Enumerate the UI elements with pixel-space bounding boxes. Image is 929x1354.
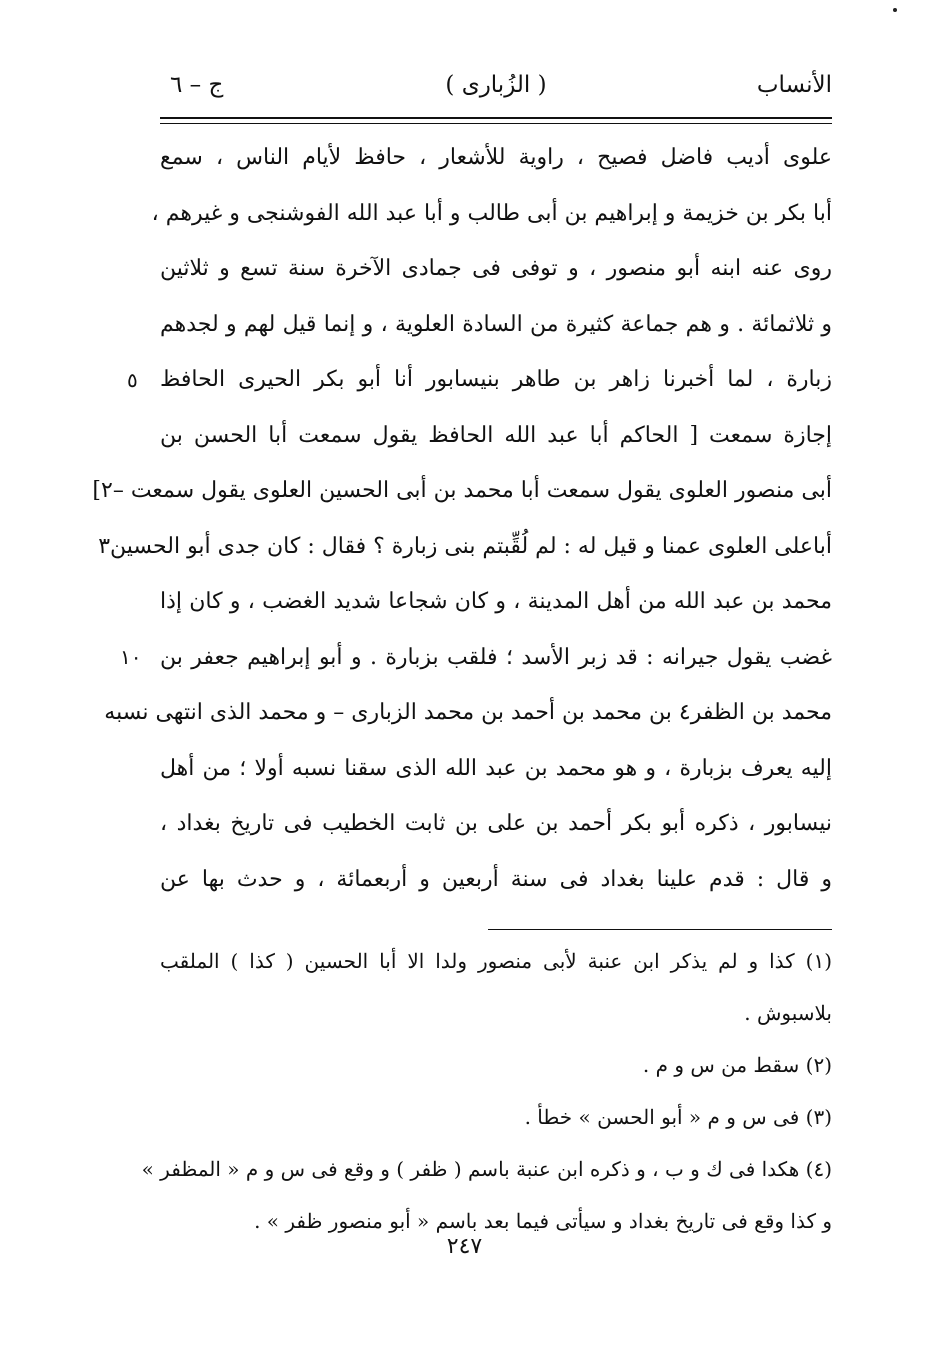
text-line: و قال : قدم علينا بغداد فى سنة أربعين و أربعمائة ، و حدث بها عن xyxy=(160,866,832,892)
footnote-4-continued: و كذا وقع فى تاريخ بغداد و سيأتى فيما بعد باسم « أبو منصور ظفر » . xyxy=(254,1209,832,1233)
text-line: روى عنه ابنه أبو منصور ، و توفى فى جمادى الآخرة سنة تسع و ثلاثين xyxy=(160,256,832,281)
header-entry-title: ( الزُبارى ) xyxy=(445,72,547,98)
header-rule-thick xyxy=(160,117,832,119)
text-line: نيسابور ، ذكره أبو بكر أحمد بن على بن ثابت الخطيب فى تاريخ بغداد ، xyxy=(160,811,832,836)
text-line: إجازة سمعت [ الحاكم أبا عبد الله الحافظ يقول سمعت أبا الحسن بن xyxy=(160,422,832,448)
text-line: محمد بن عبد الله من أهل المدينة ، و كان شجاعا شديد الغضب ، و كان إذا xyxy=(160,589,832,614)
text-line: و ثلاثمائة . و هم جماعة كثيرة من السادة العلوية ، و إنما قيل لهم و لجدهم xyxy=(160,311,832,337)
footnote-1-continued: بلاسبوش . xyxy=(744,1001,832,1025)
text-line: أبا بكر بن خزيمة و إبراهيم بن أبى طالب و أبا عبد الله الفوشنجى و غيرهم ، xyxy=(151,200,832,226)
footnote-3: (٣) فى س و م « أبو الحسن » خطأ . xyxy=(524,1105,832,1129)
footnotes xyxy=(141,935,832,1247)
line-number-5: ٥ xyxy=(127,368,138,392)
text-line: زبارة ، لما أخبرنا زاهر بن طاهر بنيسابور أنا أبو بكر الحيرى الحافظ xyxy=(160,367,832,392)
footnote-4: (٤) هكدا فى ك و ب ، و ذكره ابن عنبة باسم ( ظفر ) و وقع فى س و م « المظفر » xyxy=(141,1157,832,1181)
scan-speck xyxy=(893,8,897,12)
text-line: علوى أديب فاضل فصيح ، راوية للأشعار ، حافظ لأيام الناس ، سمع xyxy=(160,145,832,170)
text-line: غضب يقول جيرانه : قد زبر الأسد ؛ فلقب بزبارة . و أبو إبراهيم جعفر بن xyxy=(160,644,832,670)
footnote-separator xyxy=(488,929,832,930)
text-line: إليه يعرف بزبارة ، و هو محمد بن عبد الله الذى سقنا نسبه أولا ؛ من أهل xyxy=(160,755,832,781)
running-header xyxy=(160,66,832,110)
footnote-2: (٢) سقط من س و م . xyxy=(642,1053,832,1077)
text-line: أبى منصور العلوى يقول سمعت أبا محمد بن أبى الحسين العلوى يقول سمعت –٢] xyxy=(92,478,832,503)
header-volume: ج – ٦ xyxy=(170,72,224,98)
header-book-title: الأنساب xyxy=(756,72,832,98)
text-line: محمد بن الظفر٤ بن محمد بن أحمد بن محمد الزبارى – و محمد الذى انتهى نسبه xyxy=(104,700,832,725)
page-number: ٢٤٧ xyxy=(446,1234,483,1259)
header-rule-thin xyxy=(160,123,832,124)
line-number-10: ١٠ xyxy=(120,645,142,669)
text-line: أباعلى العلوى عمنا و قيل له : لم لُقِّبتم بنى زبارة ؟ فقال : كان جدى أبو الحسين٣ xyxy=(98,533,832,559)
footnote-1: (١) كذا و لم يذكر ابن عنبة لأبى منصور ولدا الا أبا الحسين ( كذا ) الملقب xyxy=(160,949,832,973)
